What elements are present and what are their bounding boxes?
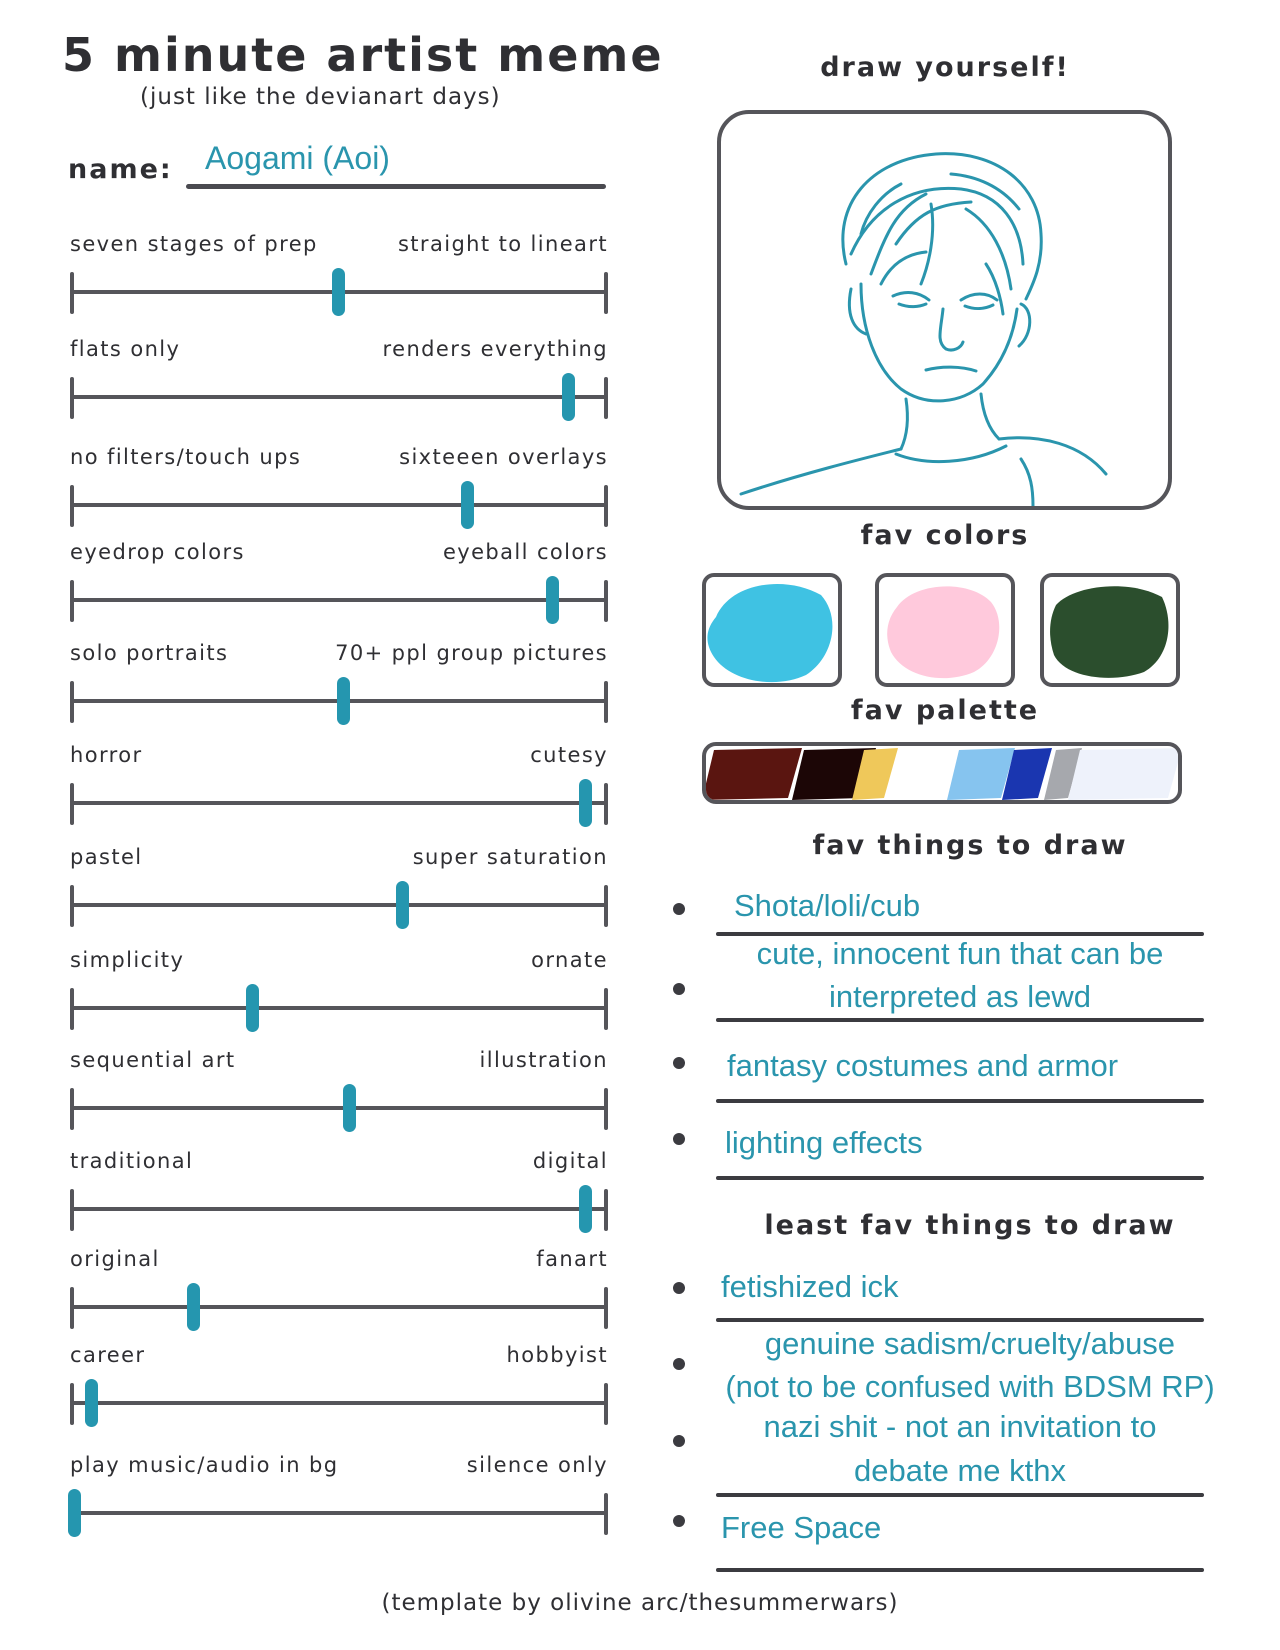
bullet-icon: [673, 1435, 685, 1447]
slider-right-label: super saturation: [412, 845, 608, 869]
bullet-icon: [673, 983, 685, 995]
slider-right-label: eyeball colors: [442, 540, 608, 564]
fav-things-heading: fav things to draw: [812, 830, 1128, 861]
slider-track: [70, 1207, 608, 1211]
palette-swatches: [706, 746, 1178, 800]
least-fav-thing-item: nazi shit - not an invitation to: [763, 1409, 1157, 1444]
slider-track: [70, 1401, 608, 1405]
slider-right-label: silence only: [466, 1453, 608, 1477]
slider-row: [68, 743, 608, 833]
page-title: 5 minute artist meme: [62, 28, 664, 82]
fav-thing-item: fantasy costumes and armor: [727, 1048, 1119, 1083]
slider-end-cap: [604, 783, 608, 825]
slider-track: [70, 1511, 608, 1515]
fav-color-swatch: [1040, 573, 1180, 687]
name-underline: [186, 184, 606, 189]
slider-track: [70, 1106, 608, 1110]
fav-color-swatch: [702, 573, 842, 687]
item-underline: [716, 1099, 1204, 1103]
fav-color-blob: [1044, 577, 1176, 683]
slider-handle[interactable]: [396, 881, 409, 929]
bullet-icon: [673, 1282, 685, 1294]
least-fav-things-heading: least fav things to draw: [764, 1210, 1176, 1241]
slider-left-label: no filters/touch ups: [70, 445, 302, 469]
slider-track: [70, 1305, 608, 1309]
slider-right-label: sixteeen overlays: [399, 445, 608, 469]
slider-track: [70, 598, 608, 602]
slider-handle[interactable]: [343, 1084, 356, 1132]
slider-handle[interactable]: [246, 984, 259, 1032]
slider-row: [68, 1048, 608, 1138]
fav-color-swatch: [875, 573, 1015, 687]
self-portrait-sketch: [721, 114, 1168, 506]
fav-palette-strip: [702, 742, 1182, 804]
bullet-icon: [673, 1358, 685, 1370]
slider-end-cap: [604, 1189, 608, 1231]
bullet-icon: [673, 1133, 685, 1145]
name-field[interactable]: Aogami (Aoi): [205, 140, 390, 176]
slider-end-cap: [604, 580, 608, 622]
bullet-icon: [673, 903, 685, 915]
slider-handle[interactable]: [332, 268, 345, 316]
slider-end-cap: [604, 377, 608, 419]
slider-end-cap: [604, 1493, 608, 1535]
slider-handle[interactable]: [85, 1379, 98, 1427]
slider-right-label: fanart: [536, 1247, 608, 1271]
least-fav-thing-item: Free Space: [721, 1510, 882, 1545]
slider-row: [68, 1149, 608, 1239]
item-underline: [716, 1568, 1204, 1572]
slider-left-label: original: [70, 1247, 160, 1271]
slider-left-label: horror: [70, 743, 143, 767]
self-portrait-frame: [717, 110, 1172, 510]
slider-right-label: digital: [532, 1149, 608, 1173]
slider-end-cap: [604, 1287, 608, 1329]
name-label: name:: [68, 154, 173, 185]
slider-end-cap: [604, 272, 608, 314]
fav-colors-heading: fav colors: [860, 520, 1030, 551]
slider-row: [68, 641, 608, 731]
slider-handle[interactable]: [562, 373, 575, 421]
palette-swatch: [706, 748, 802, 800]
item-underline: [716, 1018, 1204, 1022]
slider-handle[interactable]: [337, 677, 350, 725]
template-credit: (template by olivine arc/thesummerwars): [381, 1590, 899, 1616]
draw-yourself-heading: draw yourself!: [820, 52, 1070, 83]
slider-end-cap: [604, 1383, 608, 1425]
slider-track: [70, 801, 608, 805]
slider-row: [68, 845, 608, 935]
slider-right-label: illustration: [479, 1048, 608, 1072]
fav-thing-item: interpreted as lewd: [829, 979, 1091, 1014]
item-underline: [716, 1493, 1204, 1497]
slider-right-label: 70+ ppl group pictures: [335, 641, 608, 665]
slider-right-label: hobbyist: [506, 1343, 608, 1367]
least-fav-thing-item: genuine sadism/cruelty/abuse: [764, 1326, 1176, 1361]
slider-right-label: straight to lineart: [397, 232, 608, 256]
slider-right-label: ornate: [531, 948, 608, 972]
fav-thing-item: Shota/loli/cub: [734, 888, 921, 923]
slider-track: [70, 395, 608, 399]
slider-track: [70, 503, 608, 507]
fav-palette-heading: fav palette: [850, 695, 1040, 726]
slider-handle[interactable]: [579, 779, 592, 827]
slider-end-cap: [604, 1088, 608, 1130]
slider-end-cap: [604, 485, 608, 527]
slider-end-cap: [604, 885, 608, 927]
slider-handle[interactable]: [579, 1185, 592, 1233]
slider-handle[interactable]: [187, 1283, 200, 1331]
slider-end-cap: [604, 988, 608, 1030]
slider-row: [68, 540, 608, 630]
slider-left-label: career: [70, 1343, 146, 1367]
bullet-icon: [673, 1057, 685, 1069]
slider-left-label: traditional: [70, 1149, 194, 1173]
slider-handle[interactable]: [68, 1489, 81, 1537]
slider-row: [68, 948, 608, 1038]
fav-color-blob: [706, 577, 838, 683]
slider-left-label: pastel: [70, 845, 143, 869]
slider-left-label: play music/audio in bg: [70, 1453, 339, 1477]
slider-left-label: sequential art: [70, 1048, 236, 1072]
slider-right-label: renders everything: [382, 337, 608, 361]
fav-thing-item: cute, innocent fun that can be: [756, 936, 1164, 971]
slider-left-label: eyedrop colors: [70, 540, 245, 564]
slider-left-label: simplicity: [70, 948, 185, 972]
least-fav-thing-item: debate me kthx: [854, 1453, 1066, 1488]
slider-row: [68, 445, 608, 535]
slider-right-label: cutesy: [530, 743, 608, 767]
slider-left-label: solo portraits: [70, 641, 229, 665]
slider-handle[interactable]: [461, 481, 474, 529]
slider-left-label: seven stages of prep: [70, 232, 318, 256]
least-fav-thing-item: fetishized ick: [721, 1269, 899, 1304]
slider-handle[interactable]: [546, 576, 559, 624]
bullet-icon: [673, 1515, 685, 1527]
page-subtitle: (just like the devianart days): [140, 84, 501, 110]
slider-row: [68, 1247, 608, 1337]
slider-track: [70, 903, 608, 907]
palette-swatch: [1068, 748, 1178, 800]
fav-thing-item: lighting effects: [725, 1125, 923, 1160]
slider-row: [68, 232, 608, 322]
slider-row: [68, 337, 608, 427]
item-underline: [716, 1176, 1204, 1180]
slider-left-label: flats only: [70, 337, 181, 361]
least-fav-thing-item: (not to be confused with BDSM RP): [725, 1369, 1215, 1404]
fav-color-blob: [879, 577, 1011, 683]
slider-row: [68, 1453, 608, 1543]
slider-row: [68, 1343, 608, 1433]
slider-end-cap: [604, 681, 608, 723]
slider-track: [70, 1006, 608, 1010]
